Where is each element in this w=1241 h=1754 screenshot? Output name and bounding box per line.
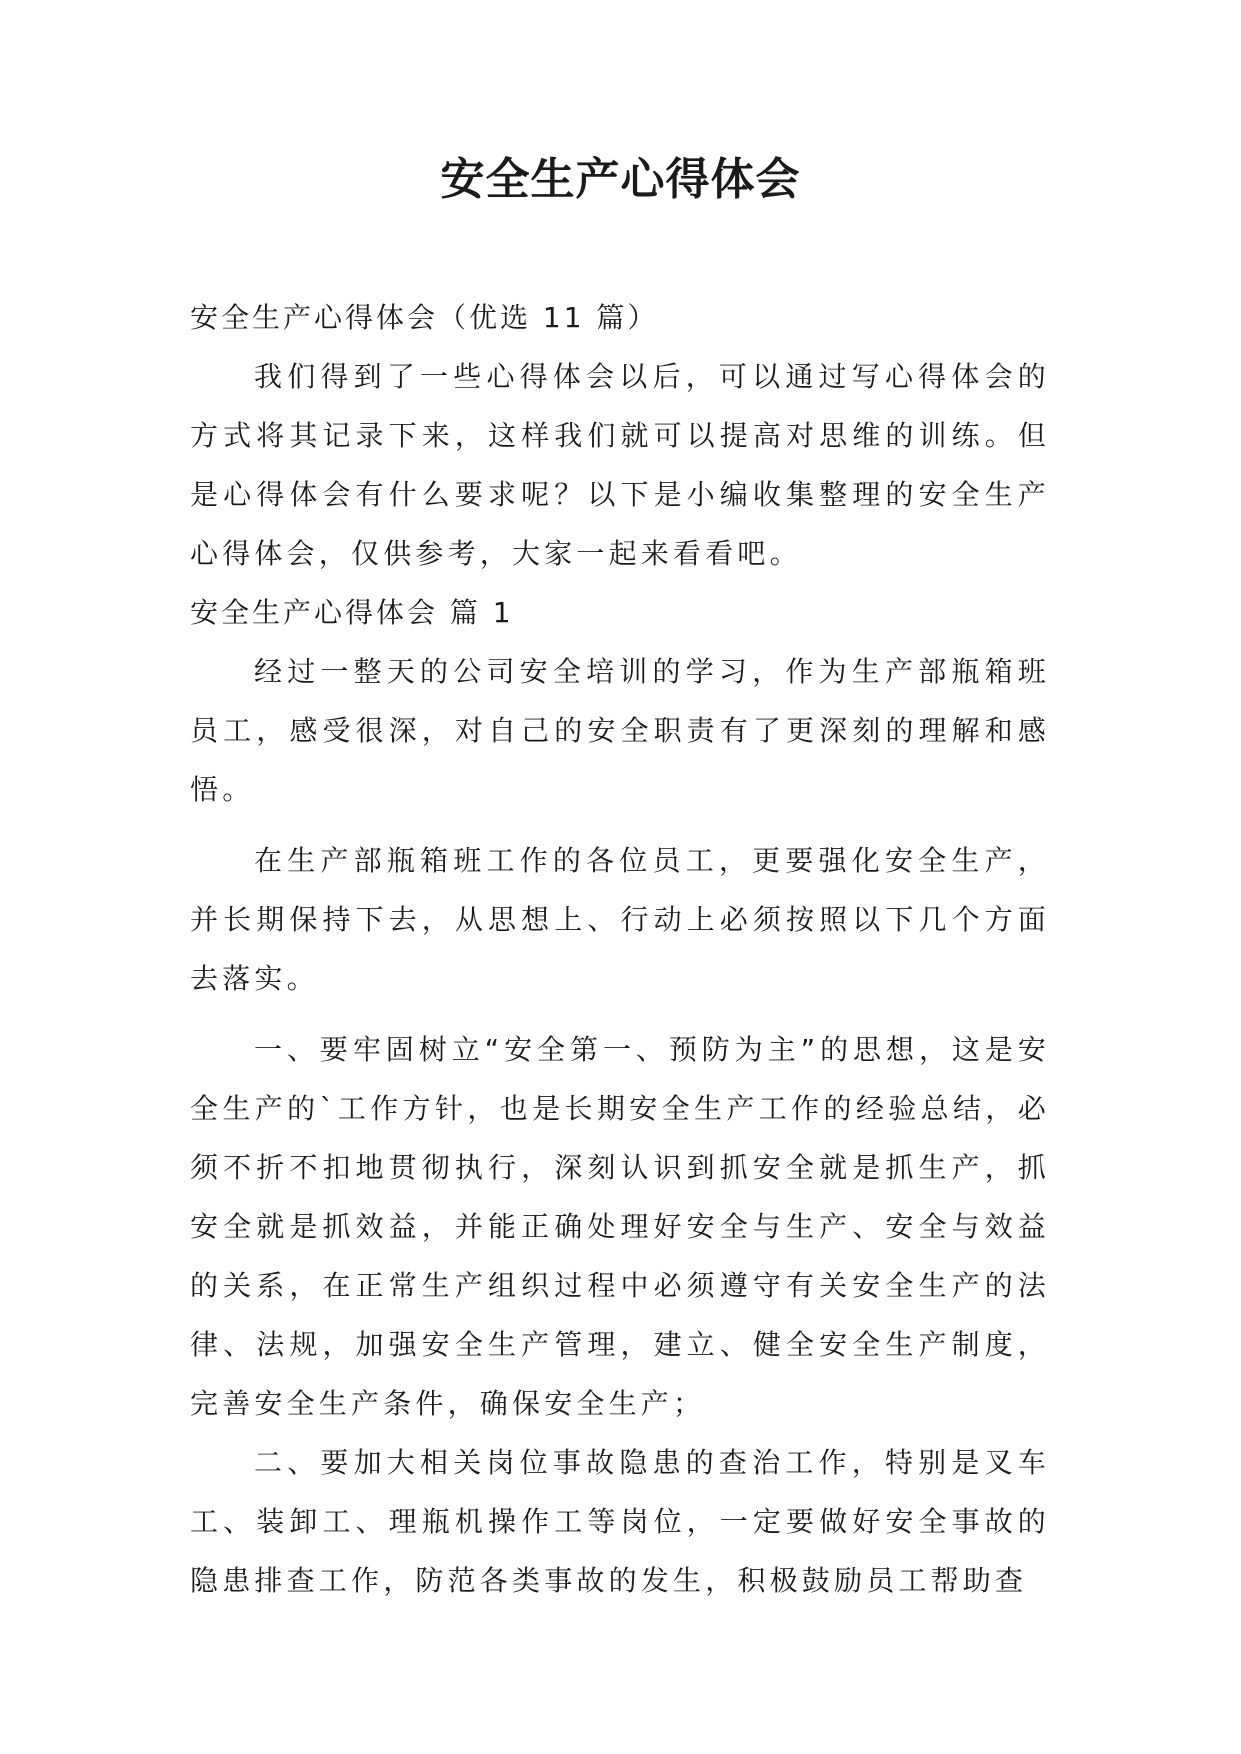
intro-paragraph: 我们得到了一些心得体会以后，可以通过写心得体会的方式将其记录下来，这样我们就可以提高对思维的训练。但是心得体会有什么要求呢？以下是小编收集整理的安全生产心得体会，仅供参考，大家一起来看看吧。	[190, 360, 1050, 570]
body-paragraph-4: 二、要加大相关岗位事故隐患的查治工作，特别是叉车工、装卸工、理瓶机操作工等岗位，一定要做好安全事故的隐患排查工作，防范各类事故的发生，积极鼓励员工帮助查	[190, 1446, 1050, 1597]
section-heading: 安全生产心得体会 篇 1	[190, 596, 514, 629]
body-paragraph-1: 经过一整天的公司安全培训的学习，作为生产部瓶箱班员工，感受很深，对自己的安全职责有了更深刻的理解和感悟。	[190, 655, 1050, 806]
document-body	[190, 288, 1050, 1610]
body-paragraph-3: 一、要牢固树立“安全第一、预防为主”的思想，这是安全生产的`工作方针，也是长期安全生产工作的经验总结，必须不折不扣地贯彻执行，深刻认识到抓安全就是抓生产，抓安全就是抓效益，并能正确处理好安全与生产、安全与效益的关系，在正常生产组织过程中必须遵守有关安全生产的法律、法规，加强安全生产管理，建立、健全安全生产制度，完善安全生产条件，确保安全生产；	[190, 1033, 1050, 1420]
body-paragraph-2: 在生产部瓶箱班工作的各位员工，更要强化安全生产，并长期保持下去，从思想上、行动上必须按照以下几个方面去落实。	[190, 844, 1050, 995]
document-subtitle: 安全生产心得体会（优选 11 篇）	[190, 301, 659, 334]
page-title: 安全生产心得体会	[440, 154, 801, 205]
